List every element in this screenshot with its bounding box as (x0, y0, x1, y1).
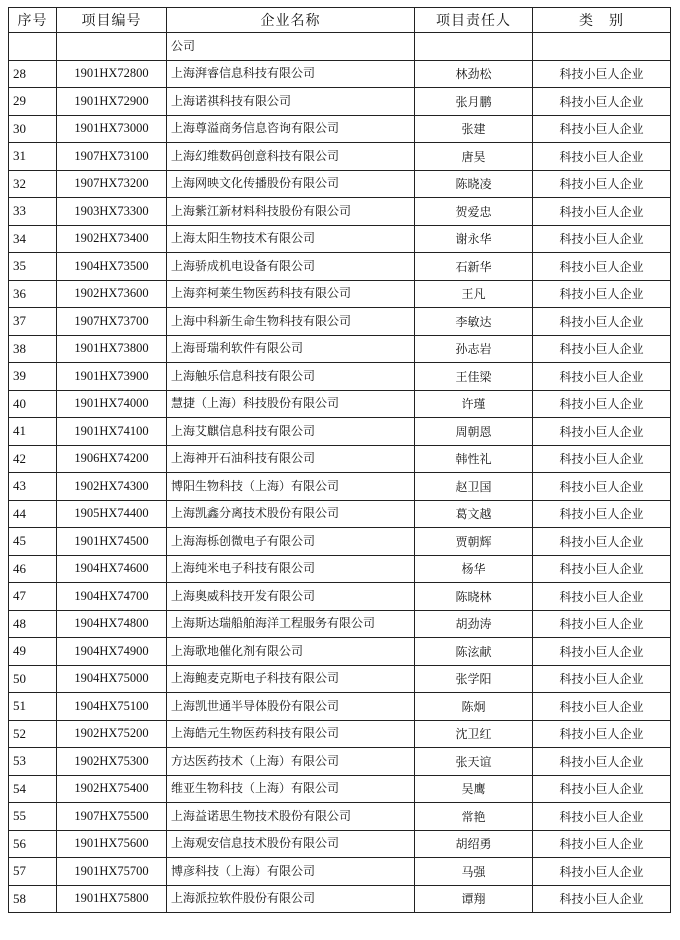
continuation-text: 公司 (167, 33, 415, 61)
cell-seq: 47 (9, 583, 57, 611)
project-table (8, 7, 671, 913)
cell-code: 1904HX74600 (57, 555, 167, 583)
cell-company: 上海斯达瑞船舶海洋工程服务有限公司 (167, 610, 415, 638)
cell-code: 1901HX75600 (57, 830, 167, 858)
cell-person: 李敏达 (415, 308, 533, 336)
cell-category: 科技小巨人企业 (533, 528, 671, 556)
cell-seq: 33 (9, 198, 57, 226)
cell-code: 1907HX73700 (57, 308, 167, 336)
cell-category: 科技小巨人企业 (533, 803, 671, 831)
table-row (9, 638, 671, 666)
cell-category: 科技小巨人企业 (533, 555, 671, 583)
cell-person: 谢永华 (415, 225, 533, 253)
cell-seq: 44 (9, 500, 57, 528)
cell-company: 上海诺祺科技有限公司 (167, 88, 415, 116)
table-row (9, 225, 671, 253)
table-row (9, 748, 671, 776)
cell-company: 博彦科技（上海）有限公司 (167, 858, 415, 886)
cell-company: 上海海栎创微电子有限公司 (167, 528, 415, 556)
cell-seq: 35 (9, 253, 57, 281)
table-row (9, 253, 671, 281)
cell-person: 赵卫国 (415, 473, 533, 501)
cell-code: 1904HX74900 (57, 638, 167, 666)
cell-seq: 51 (9, 693, 57, 721)
cell-company: 上海骄成机电设备有限公司 (167, 253, 415, 281)
cell-person: 孙志岩 (415, 335, 533, 363)
cell-code: 1901HX73800 (57, 335, 167, 363)
cell-code: 1901HX75800 (57, 885, 167, 913)
cell-category: 科技小巨人企业 (533, 88, 671, 116)
cell-company: 上海哥瑞利软件有限公司 (167, 335, 415, 363)
cell-category: 科技小巨人企业 (533, 280, 671, 308)
table-row (9, 143, 671, 171)
cell-seq: 40 (9, 390, 57, 418)
cell-seq: 56 (9, 830, 57, 858)
cell-category (533, 33, 671, 61)
table-row (9, 170, 671, 198)
cell-company: 上海鲍麦克斯电子科技有限公司 (167, 665, 415, 693)
cell-seq: 52 (9, 720, 57, 748)
cell-seq: 36 (9, 280, 57, 308)
cell-code: 1902HX75400 (57, 775, 167, 803)
cell-category: 科技小巨人企业 (533, 363, 671, 391)
cell-person: 许瑾 (415, 390, 533, 418)
cell-code: 1902HX73600 (57, 280, 167, 308)
table-row (9, 803, 671, 831)
cell-category: 科技小巨人企业 (533, 858, 671, 886)
table-row (9, 115, 671, 143)
cell-company: 上海凯世通半导体股份有限公司 (167, 693, 415, 721)
cell-code: 1902HX74300 (57, 473, 167, 501)
cell-seq: 43 (9, 473, 57, 501)
cell-seq: 55 (9, 803, 57, 831)
cell-seq: 54 (9, 775, 57, 803)
cell-person: 贾朝辉 (415, 528, 533, 556)
cell-seq: 41 (9, 418, 57, 446)
cell-person: 陈炯 (415, 693, 533, 721)
cell-category: 科技小巨人企业 (533, 775, 671, 803)
cell-person: 胡绍勇 (415, 830, 533, 858)
table-row (9, 335, 671, 363)
cell-category: 科技小巨人企业 (533, 225, 671, 253)
cell-person: 吴鹰 (415, 775, 533, 803)
cell-company: 上海触乐信息科技有限公司 (167, 363, 415, 391)
header-row (9, 8, 671, 33)
cell-person: 胡劲涛 (415, 610, 533, 638)
cell-seq: 42 (9, 445, 57, 473)
cell-code: 1901HX72900 (57, 88, 167, 116)
header-company: 企业名称 (167, 8, 415, 33)
header-category: 类 别 (533, 8, 671, 33)
cell-person: 杨华 (415, 555, 533, 583)
cell-category: 科技小巨人企业 (533, 610, 671, 638)
cell-code: 1905HX74400 (57, 500, 167, 528)
cell-company: 上海弈柯莱生物医药科技有限公司 (167, 280, 415, 308)
cell-person: 张月鹏 (415, 88, 533, 116)
cell-code: 1904HX73500 (57, 253, 167, 281)
cell-category: 科技小巨人企业 (533, 830, 671, 858)
cell-seq: 49 (9, 638, 57, 666)
cell-category: 科技小巨人企业 (533, 170, 671, 198)
cell-seq: 57 (9, 858, 57, 886)
table-row (9, 610, 671, 638)
cell-code: 1907HX75500 (57, 803, 167, 831)
cell-category: 科技小巨人企业 (533, 693, 671, 721)
cell-category: 科技小巨人企业 (533, 665, 671, 693)
cell-person: 张建 (415, 115, 533, 143)
cell-person: 韩性礼 (415, 445, 533, 473)
cell-category: 科技小巨人企业 (533, 115, 671, 143)
cell-seq (9, 33, 57, 61)
cell-person: 王凡 (415, 280, 533, 308)
cell-code: 1901HX75700 (57, 858, 167, 886)
cell-code: 1903HX73300 (57, 198, 167, 226)
cell-company: 上海皓元生物医药科技有限公司 (167, 720, 415, 748)
table-row (9, 693, 671, 721)
cell-seq: 38 (9, 335, 57, 363)
header-seq: 序号 (9, 8, 57, 33)
cell-code: 1901HX74500 (57, 528, 167, 556)
cell-code: 1904HX75100 (57, 693, 167, 721)
table-row (9, 583, 671, 611)
cell-seq: 50 (9, 665, 57, 693)
table-row (9, 418, 671, 446)
header-person: 项目责任人 (415, 8, 533, 33)
cell-code: 1907HX73200 (57, 170, 167, 198)
cell-person: 贺爱忠 (415, 198, 533, 226)
table-row (9, 363, 671, 391)
cell-company: 上海观安信息技术股份有限公司 (167, 830, 415, 858)
cell-code: 1902HX75300 (57, 748, 167, 776)
cell-category: 科技小巨人企业 (533, 720, 671, 748)
cell-code: 1901HX72800 (57, 60, 167, 88)
cell-category: 科技小巨人企业 (533, 638, 671, 666)
cell-code: 1904HX75000 (57, 665, 167, 693)
cell-seq: 28 (9, 60, 57, 88)
table-row (9, 720, 671, 748)
cell-person: 沈卫红 (415, 720, 533, 748)
cell-category: 科技小巨人企业 (533, 500, 671, 528)
cell-person (415, 33, 533, 61)
cell-seq: 46 (9, 555, 57, 583)
cell-company: 上海尊溢商务信息咨询有限公司 (167, 115, 415, 143)
cell-category: 科技小巨人企业 (533, 143, 671, 171)
cell-category: 科技小巨人企业 (533, 473, 671, 501)
table-row (9, 390, 671, 418)
cell-person: 周朝恩 (415, 418, 533, 446)
cell-category: 科技小巨人企业 (533, 60, 671, 88)
cell-code: 1901HX74100 (57, 418, 167, 446)
cell-seq: 34 (9, 225, 57, 253)
cell-seq: 45 (9, 528, 57, 556)
table-row (9, 88, 671, 116)
table-row (9, 665, 671, 693)
table-row (9, 885, 671, 913)
cell-category: 科技小巨人企业 (533, 418, 671, 446)
continuation-row (9, 33, 671, 61)
cell-seq: 29 (9, 88, 57, 116)
cell-seq: 31 (9, 143, 57, 171)
cell-category: 科技小巨人企业 (533, 253, 671, 281)
cell-person: 马强 (415, 858, 533, 886)
table-row (9, 473, 671, 501)
cell-code: 1904HX74800 (57, 610, 167, 638)
cell-person: 常艳 (415, 803, 533, 831)
cell-company: 上海湃睿信息科技有限公司 (167, 60, 415, 88)
cell-code: 1901HX74000 (57, 390, 167, 418)
cell-category: 科技小巨人企业 (533, 748, 671, 776)
cell-category: 科技小巨人企业 (533, 445, 671, 473)
cell-company: 上海歌地催化剂有限公司 (167, 638, 415, 666)
cell-seq: 37 (9, 308, 57, 336)
cell-code: 1906HX74200 (57, 445, 167, 473)
cell-company: 上海凯鑫分离技术股份有限公司 (167, 500, 415, 528)
table-row (9, 775, 671, 803)
table-row (9, 555, 671, 583)
header-code: 项目编号 (57, 8, 167, 33)
cell-company: 上海奥威科技开发有限公司 (167, 583, 415, 611)
cell-company: 上海益诺思生物技术股份有限公司 (167, 803, 415, 831)
cell-category: 科技小巨人企业 (533, 335, 671, 363)
cell-company: 维亚生物科技（上海）有限公司 (167, 775, 415, 803)
cell-code: 1907HX73100 (57, 143, 167, 171)
cell-company: 方达医药技术（上海）有限公司 (167, 748, 415, 776)
cell-category: 科技小巨人企业 (533, 583, 671, 611)
table-row (9, 445, 671, 473)
cell-company: 上海艾麒信息科技有限公司 (167, 418, 415, 446)
cell-seq: 58 (9, 885, 57, 913)
cell-category: 科技小巨人企业 (533, 885, 671, 913)
table-row (9, 858, 671, 886)
cell-code: 1902HX73400 (57, 225, 167, 253)
cell-company: 上海神开石油科技有限公司 (167, 445, 415, 473)
cell-code: 1904HX74700 (57, 583, 167, 611)
cell-person: 唐昊 (415, 143, 533, 171)
cell-company: 上海派拉软件股份有限公司 (167, 885, 415, 913)
cell-seq: 48 (9, 610, 57, 638)
cell-company: 博阳生物科技（上海）有限公司 (167, 473, 415, 501)
table-row (9, 308, 671, 336)
cell-person: 王佳梁 (415, 363, 533, 391)
table-row (9, 198, 671, 226)
cell-person: 陈泫献 (415, 638, 533, 666)
cell-company: 上海中科新生命生物科技有限公司 (167, 308, 415, 336)
cell-company: 上海紫江新材料科技股份有限公司 (167, 198, 415, 226)
table-row (9, 830, 671, 858)
cell-category: 科技小巨人企业 (533, 390, 671, 418)
cell-seq: 39 (9, 363, 57, 391)
cell-category: 科技小巨人企业 (533, 308, 671, 336)
cell-code: 1901HX73900 (57, 363, 167, 391)
cell-category: 科技小巨人企业 (533, 198, 671, 226)
cell-company: 慧捷（上海）科技股份有限公司 (167, 390, 415, 418)
cell-company: 上海网映文化传播股份有限公司 (167, 170, 415, 198)
cell-person: 张天谊 (415, 748, 533, 776)
table-row (9, 280, 671, 308)
table-row (9, 60, 671, 88)
cell-person: 陈晓林 (415, 583, 533, 611)
cell-person: 张学阳 (415, 665, 533, 693)
cell-seq: 53 (9, 748, 57, 776)
cell-code (57, 33, 167, 61)
cell-person: 葛文越 (415, 500, 533, 528)
cell-code: 1901HX73000 (57, 115, 167, 143)
table-row (9, 500, 671, 528)
cell-seq: 30 (9, 115, 57, 143)
cell-company: 上海幻维数码创意科技有限公司 (167, 143, 415, 171)
cell-company: 上海纯米电子科技有限公司 (167, 555, 415, 583)
cell-person: 谭翔 (415, 885, 533, 913)
cell-company: 上海太阳生物技术有限公司 (167, 225, 415, 253)
cell-code: 1902HX75200 (57, 720, 167, 748)
table-row (9, 528, 671, 556)
cell-person: 林劲松 (415, 60, 533, 88)
cell-person: 陈晓凌 (415, 170, 533, 198)
cell-person: 石新华 (415, 253, 533, 281)
cell-seq: 32 (9, 170, 57, 198)
